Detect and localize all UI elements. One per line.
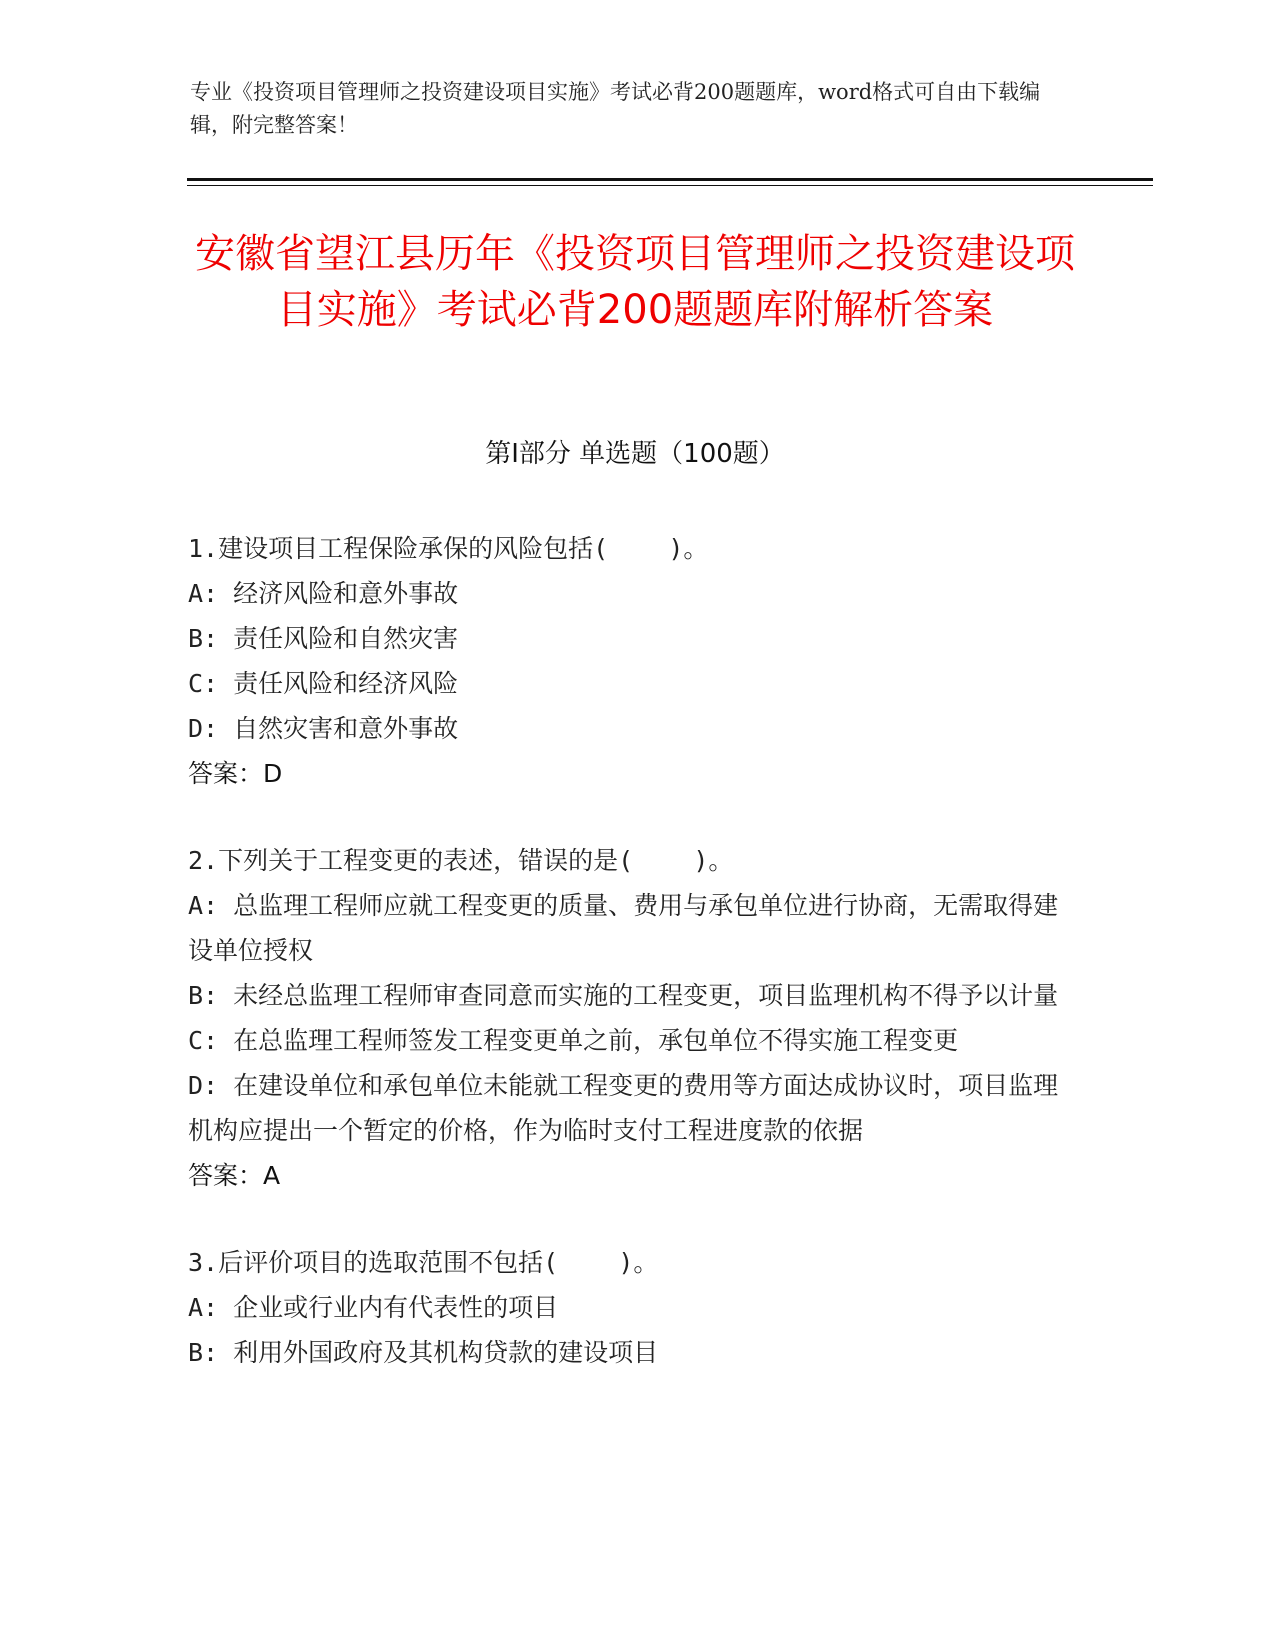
option-a: A: 经济风险和意外事故 <box>188 579 459 608</box>
option-b: B: 利用外国政府及其机构贷款的建设项目 <box>188 1338 659 1367</box>
question-3 <box>188 1240 1068 1375</box>
header-rule-thin <box>187 185 1153 186</box>
header-note: 专业《投资项目管理师之投资建设项目实施》考试必背200题题库，word格式可自由下载编辑，附完整答案！ <box>190 80 1041 137</box>
option-a: A: 企业或行业内有代表性的项目 <box>188 1293 559 1322</box>
question-stem: 1.建设项目工程保险承保的风险包括( )。 <box>188 534 709 563</box>
option-b: B: 责任风险和自然灾害 <box>188 624 459 653</box>
answer: 答案：D <box>188 759 283 788</box>
question-stem: 2.下列关于工程变更的表述，错误的是( )。 <box>188 846 734 875</box>
section-title: 第Ⅰ部分 单选题（100题） <box>485 439 785 469</box>
document-title: 安徽省望江县历年《投资项目管理师之投资建设项目实施》考试必背200题题库附解析答案 <box>195 231 1075 333</box>
option-b: B: 未经总监理工程师审查同意而实施的工程变更，项目监理机构不得予以计量 <box>188 981 1059 1010</box>
answer: 答案：A <box>188 1161 281 1190</box>
option-d: D: 在建设单位和承包单位未能就工程变更的费用等方面达成协议时，项目监理机构应提出一个暂定的价格，作为临时支付工程进度款的依据 <box>188 1071 1059 1145</box>
question-1 <box>188 526 1068 796</box>
question-list <box>188 526 1068 1417</box>
question-stem: 3.后评价项目的选取范围不包括( )。 <box>188 1248 659 1277</box>
header-rule-thick <box>187 178 1153 181</box>
question-2 <box>188 838 1068 1198</box>
option-a: A: 总监理工程师应就工程变更的质量、费用与承包单位进行协商，无需取得建设单位授权 <box>188 891 1059 965</box>
option-c: C: 在总监理工程师签发工程变更单之前，承包单位不得实施工程变更 <box>188 1026 959 1055</box>
option-c: C: 责任风险和经济风险 <box>188 669 459 698</box>
option-d: D: 自然灾害和意外事故 <box>188 714 459 743</box>
